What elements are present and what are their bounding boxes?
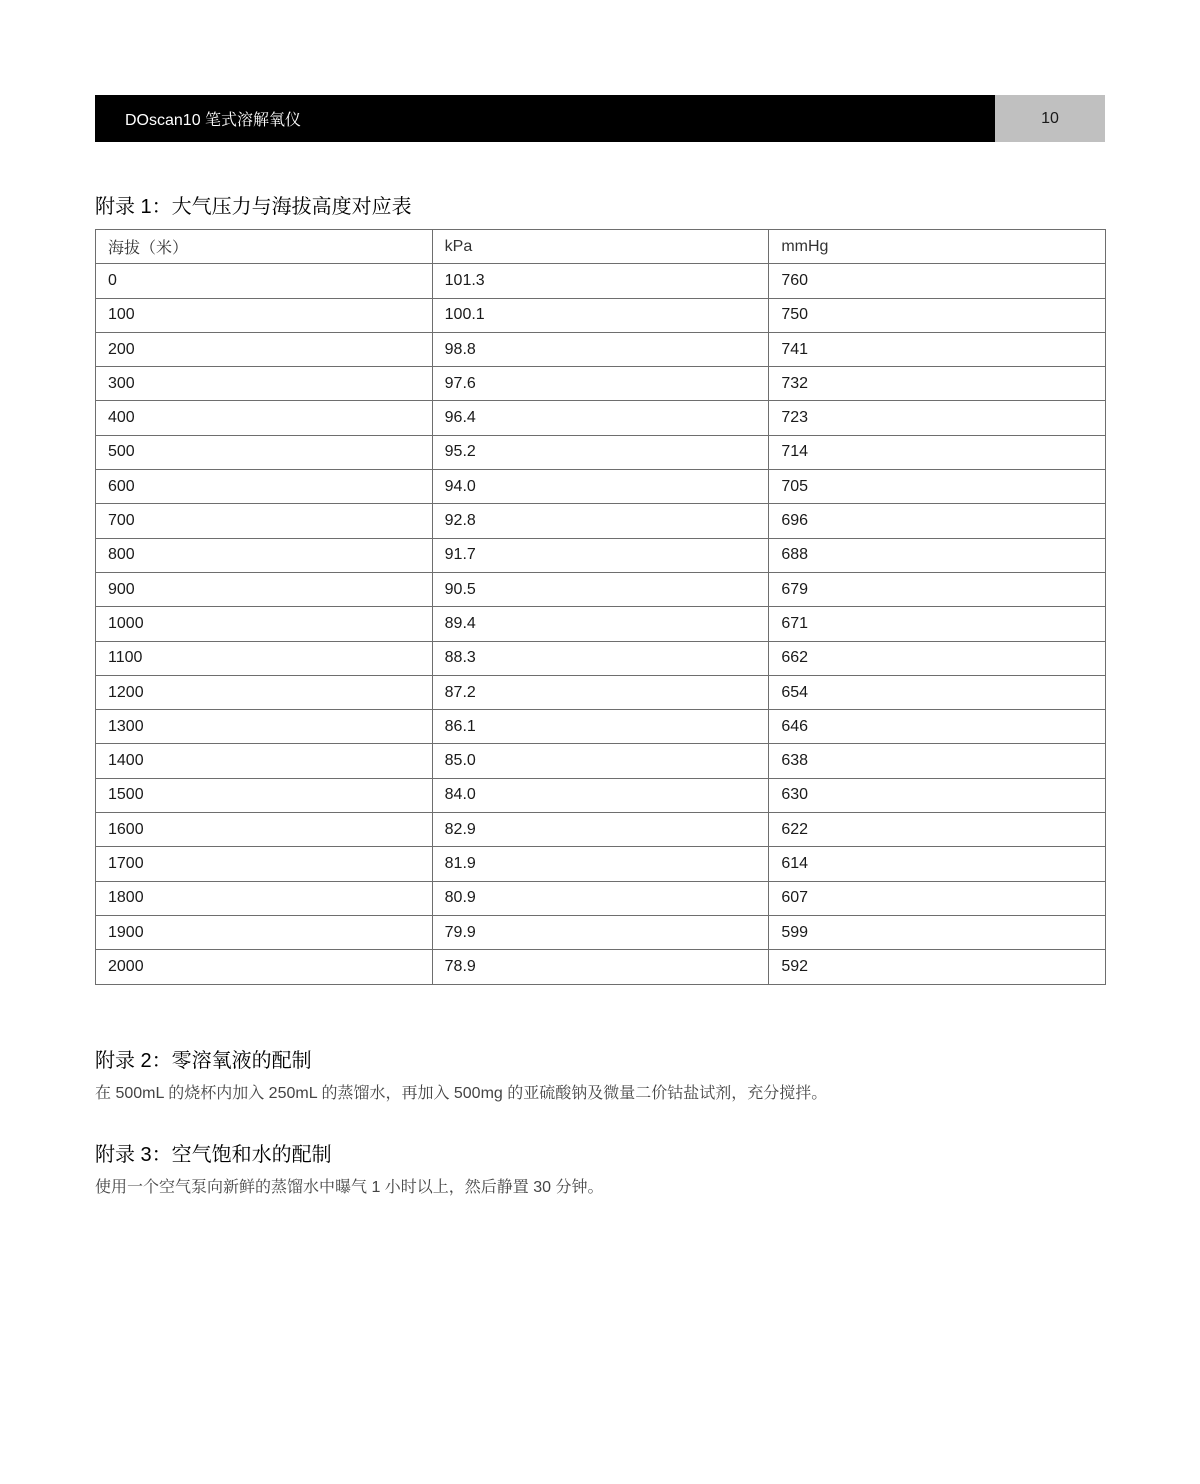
cell-mmhg: 638 <box>769 744 1106 778</box>
cell-kpa: 90.5 <box>432 572 769 606</box>
cell-altitude: 200 <box>96 332 433 366</box>
cell-altitude: 600 <box>96 470 433 504</box>
cell-altitude: 100 <box>96 298 433 332</box>
cell-mmhg: 696 <box>769 504 1106 538</box>
table-row <box>96 641 1106 675</box>
cell-kpa: 94.0 <box>432 470 769 504</box>
cell-kpa: 92.8 <box>432 504 769 538</box>
cell-altitude: 500 <box>96 435 433 469</box>
cell-kpa: 80.9 <box>432 881 769 915</box>
cell-mmhg: 714 <box>769 435 1106 469</box>
table-row <box>96 332 1106 366</box>
cell-altitude: 1500 <box>96 778 433 812</box>
appendix2-title: 附录 2：零溶氧液的配制 <box>95 1050 312 1072</box>
column-header-mmhg: mmHg <box>769 230 1106 264</box>
cell-mmhg: 622 <box>769 813 1106 847</box>
cell-mmhg: 646 <box>769 710 1106 744</box>
cell-kpa: 81.9 <box>432 847 769 881</box>
cell-altitude: 0 <box>96 264 433 298</box>
table-row <box>96 710 1106 744</box>
cell-kpa: 79.9 <box>432 915 769 949</box>
cell-kpa: 85.0 <box>432 744 769 778</box>
page-header <box>95 95 1105 142</box>
cell-mmhg: 614 <box>769 847 1106 881</box>
cell-kpa: 86.1 <box>432 710 769 744</box>
cell-mmhg: 599 <box>769 915 1106 949</box>
cell-mmhg: 671 <box>769 607 1106 641</box>
cell-kpa: 98.8 <box>432 332 769 366</box>
cell-mmhg: 592 <box>769 950 1106 984</box>
cell-mmhg: 662 <box>769 641 1106 675</box>
cell-kpa: 84.0 <box>432 778 769 812</box>
cell-kpa: 96.4 <box>432 401 769 435</box>
cell-altitude: 300 <box>96 367 433 401</box>
cell-altitude: 800 <box>96 538 433 572</box>
table-row <box>96 435 1106 469</box>
cell-altitude: 700 <box>96 504 433 538</box>
cell-mmhg: 705 <box>769 470 1106 504</box>
table-row <box>96 950 1106 984</box>
cell-kpa: 97.6 <box>432 367 769 401</box>
cell-altitude: 1700 <box>96 847 433 881</box>
cell-kpa: 89.4 <box>432 607 769 641</box>
table-row <box>96 298 1106 332</box>
column-header-altitude: 海拔（米） <box>96 230 433 264</box>
table-row <box>96 847 1106 881</box>
table-row <box>96 367 1106 401</box>
cell-altitude: 1200 <box>96 675 433 709</box>
cell-altitude: 1600 <box>96 813 433 847</box>
cell-mmhg: 679 <box>769 572 1106 606</box>
cell-kpa: 95.2 <box>432 435 769 469</box>
table-row <box>96 572 1106 606</box>
table-row <box>96 744 1106 778</box>
table-row <box>96 504 1106 538</box>
cell-altitude: 400 <box>96 401 433 435</box>
cell-mmhg: 732 <box>769 367 1106 401</box>
cell-mmhg: 607 <box>769 881 1106 915</box>
table-row <box>96 813 1106 847</box>
table-row <box>96 778 1106 812</box>
cell-kpa: 87.2 <box>432 675 769 709</box>
cell-mmhg: 688 <box>769 538 1106 572</box>
table-header-row <box>96 230 1106 264</box>
cell-altitude: 900 <box>96 572 433 606</box>
cell-altitude: 1800 <box>96 881 433 915</box>
cell-kpa: 82.9 <box>432 813 769 847</box>
column-header-kpa: kPa <box>432 230 769 264</box>
table-row <box>96 401 1106 435</box>
appendix3-title: 附录 3：空气饱和水的配制 <box>95 1144 332 1166</box>
table-row <box>96 607 1106 641</box>
table-row <box>96 264 1106 298</box>
cell-kpa: 78.9 <box>432 950 769 984</box>
document-title: DOscan10 笔式溶解氧仪 <box>95 95 995 142</box>
cell-altitude: 2000 <box>96 950 433 984</box>
table-row <box>96 915 1106 949</box>
cell-altitude: 1000 <box>96 607 433 641</box>
cell-mmhg: 630 <box>769 778 1106 812</box>
cell-altitude: 1300 <box>96 710 433 744</box>
cell-mmhg: 741 <box>769 332 1106 366</box>
appendix3-text: 使用一个空气泵向新鲜的蒸馏水中曝气 1 小时以上，然后静置 30 分钟。 <box>95 1179 604 1196</box>
cell-mmhg: 654 <box>769 675 1106 709</box>
table-row <box>96 538 1106 572</box>
cell-mmhg: 750 <box>769 298 1106 332</box>
appendix1-title: 附录 1：大气压力与海拔高度对应表 <box>95 196 412 218</box>
table-row <box>96 881 1106 915</box>
cell-kpa: 88.3 <box>432 641 769 675</box>
appendix2-text: 在 500mL 的烧杯内加入 250mL 的蒸馏水，再加入 500mg 的亚硫酸钠及微量二价钴盐试剂，充分搅拌。 <box>95 1085 828 1102</box>
page-number: 10 <box>995 95 1105 142</box>
cell-mmhg: 723 <box>769 401 1106 435</box>
cell-altitude: 1400 <box>96 744 433 778</box>
cell-mmhg: 760 <box>769 264 1106 298</box>
table-row <box>96 470 1106 504</box>
cell-kpa: 91.7 <box>432 538 769 572</box>
cell-altitude: 1900 <box>96 915 433 949</box>
cell-altitude: 1100 <box>96 641 433 675</box>
cell-kpa: 101.3 <box>432 264 769 298</box>
cell-kpa: 100.1 <box>432 298 769 332</box>
altitude-pressure-table <box>95 229 1106 985</box>
table-row <box>96 675 1106 709</box>
